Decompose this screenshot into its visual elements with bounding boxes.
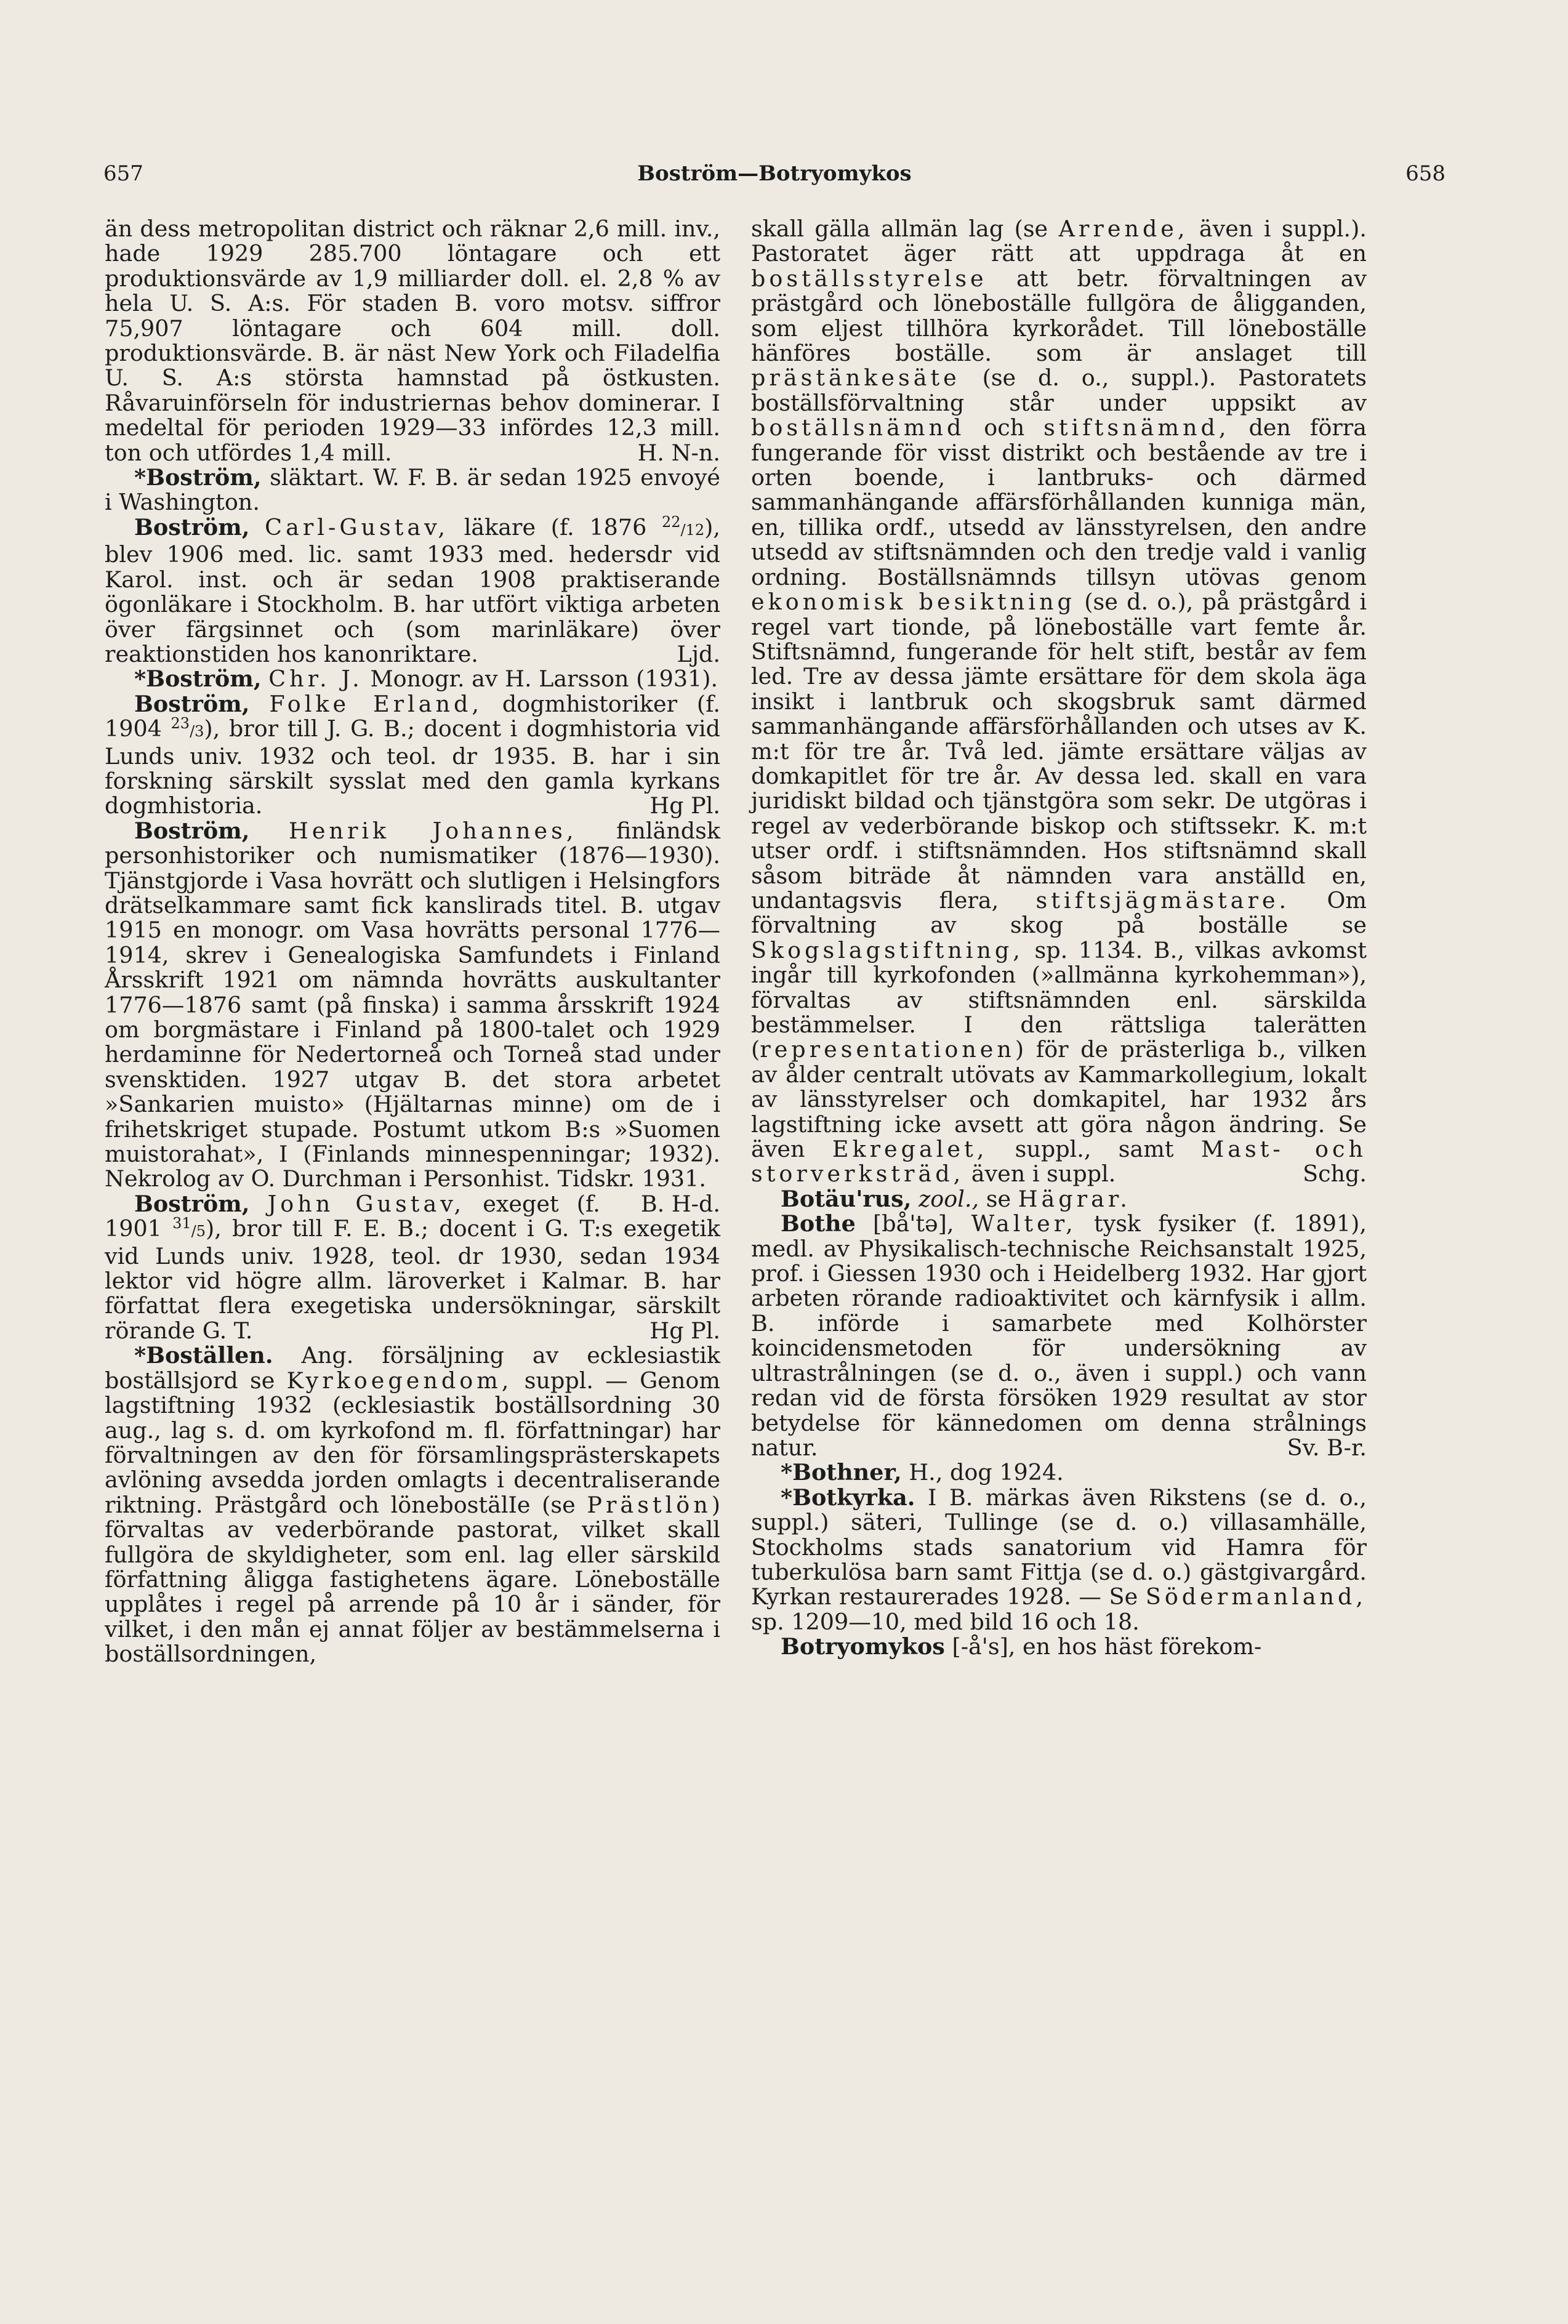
cross-reference: ekonomisk besiktning bbox=[751, 589, 1075, 616]
running-title: Boström—Botryomykos bbox=[637, 161, 912, 186]
date-superscript: 31 bbox=[172, 1215, 191, 1232]
entry-text: ) för de prästerliga b., vilken av ålder centralt utövats av Kammarkollegium, lokalt av länsstyrelser och domkapitel, har 1932 års lagstiftning icke avsett att göra någon ändring. Se även bbox=[751, 1036, 1367, 1163]
signature: H. N-n. bbox=[637, 439, 720, 466]
headword: Boström, bbox=[134, 690, 250, 717]
person-name: Henrik Johannes, bbox=[289, 817, 577, 844]
entry-text: även i suppl.). Pastoratet äger rätt att uppdraga åt en bbox=[751, 215, 1367, 267]
headword: Bothe bbox=[781, 1210, 856, 1237]
entry-text: ), bror till J. G. B.; docent i dogmhistoria vid Lunds univ. 1932 och teol. dr 1935. B. har i sin forskning särskilt sysslat med den gamla kyrkans dogmhistoria. bbox=[105, 715, 720, 819]
headword: *Bothner, bbox=[781, 1459, 902, 1486]
entry-text: I B. märkas även Rikstens (se d. o., suppl.) säteri, Tullinge (se d. o.) villasamhälle, Stockholms stads sanatorium vid Hamra för tuberkulösa barn samt Fittja (se d. o.) gästgivargård. Kyrkan restaurerades 1928. — Se bbox=[751, 1484, 1367, 1610]
column-right bbox=[751, 217, 1367, 1660]
signature: Hg Pl. bbox=[649, 792, 720, 819]
headword: Botryomykos bbox=[781, 1633, 945, 1660]
entry-text: den förra fungerande för visst distrikt och bestående av tre i orten boende, i lantbruks- och därmed sammanhängande affärsförhållanden kunniga män, en, tillika ordf., utsedd av länsstyrelsen, den andre utsedd av stiftsnämnden och den tredje vald i vanlig ordning. Boställsnämnds tillsyn utövas genom bbox=[751, 414, 1367, 590]
entry-bostrom-slaktart bbox=[105, 465, 720, 515]
cross-reference: stiftsjägmästare. bbox=[1035, 887, 1290, 914]
signature: Ljd. bbox=[677, 640, 720, 667]
date-subscript: /5 bbox=[191, 1223, 206, 1240]
entry-bostallen bbox=[105, 1343, 720, 1667]
entry-text: suppl. — Genom lagstiftning 1932 (ecklesiastik boställsordning 30 aug., lag s. d. om kyrkofond m. fl. författningar) har förvaltningen av den för församlingsprästerskapets avlöning avsedda jorden omlagts i decentraliserande riktning. Prästgård och lönebostälIe (se bbox=[105, 1367, 720, 1518]
entry-text: ) förvaltas av vederbörande pastorat, vilket skall fullgöra de skyldigheter, som enl. lag eller särskild författning åligga fastighetens ägare. Löneboställe upplåtes i regel på arrende på 10 år i sänder, för vilket, i den mån ej annat följer av bestämmelserna i boställsordningen, bbox=[105, 1491, 720, 1668]
headword: Boström, bbox=[134, 1190, 250, 1217]
signature: Sv. B-r. bbox=[1287, 1434, 1367, 1461]
person-name: John Gustav, bbox=[267, 1190, 465, 1217]
entry-text: läkare (f. 1876 bbox=[464, 513, 647, 541]
entry-bothe bbox=[751, 1212, 1367, 1460]
cross-reference: Mast- och storverksträd, bbox=[751, 1136, 1367, 1188]
headword: *Boström, bbox=[134, 464, 262, 491]
entry-botkyrka bbox=[751, 1486, 1367, 1634]
entry-bostrom-folke bbox=[105, 692, 720, 819]
date-superscript: 22 bbox=[661, 513, 681, 531]
entry-text: suppl., samt bbox=[1015, 1136, 1174, 1163]
headword: Boström, bbox=[134, 817, 250, 844]
entry-boston-continued bbox=[105, 217, 720, 465]
entry-bostrom-carl-gustav bbox=[105, 515, 720, 667]
column-left bbox=[105, 217, 720, 1667]
entry-text: sp. 1209—10, med bild 16 och 18. bbox=[751, 1608, 1140, 1635]
entry-bostallen-continued bbox=[751, 217, 1367, 1187]
entry-text: släktart. W. F. B. är sedan 1925 envoyé i Washington. bbox=[105, 464, 720, 516]
cross-reference: Prästlön bbox=[587, 1491, 712, 1518]
cross-reference: stiftsnämnd, bbox=[1043, 414, 1230, 441]
entry-text: finländsk personhistoriker och numismatiker (1876—1930). Tjänstgjorde i Vasa hovrätt och slutligen i Helsingfors drätselkammare samt fick kanslirads titel. B. utgav 1915 en monogr. om Vasa hovrätts personal 1776—1914, skrev i Genealogiska Samfundets i Finland Årsskrift 1921 om nämnda hovrätts auskultanter 1776—1876 samt (på finska) i samma årsskrift 1924 om borgmästare i Finland på 1800-talet och 1929 herdaminne för Nedertorneå och Torneå stad under svensktiden. 1927 utgav B. det stora arbetet »Sankarien muisto» (Hjältarnas minne) om de i frihetskriget stupade. Postumt utkom B:s »Suomen muistorahat», I (Finlands minnespenningar; 1932). Nekrolog av O. Durchman i Personhist. Tidskr. 1931. bbox=[105, 817, 720, 1192]
entry-text: (se d. o., suppl.). Pastoratets boställsförvaltning står under uppsikt av bbox=[751, 364, 1367, 416]
headword: *Boström, bbox=[134, 665, 262, 693]
entry-text: H., dog 1924. bbox=[909, 1459, 1064, 1486]
entry-text: (se d. o.), på prästgård i regel vart tionde, på löneboställe vart femte år. Stiftsnämnd, fungerande för helt stift, består av fem led. Tre av dessa jämte ersättare för dem skola äga insikt i lantbruk och skogsbruk samt därmed sammanhängande affärsförhållanden och utses av K. m:t för tre år. Två led. jämte ersättare väljas av domkapitlet för tre år. Av dessa led. skall en vara juridiskt bildad och tjänstgöra som sekr. De utgöras i regel av vederbörande biskop och stiftssekr. K. m:t utser ordf. i stiftsnämnden. Hos stiftsnämnd skall såsom biträde åt nämnden vara anställd en, undantagsvis flera, bbox=[751, 589, 1367, 914]
cross-reference: representationen bbox=[760, 1036, 1015, 1063]
entry-text: [-å's], en hos häst förekom- bbox=[952, 1633, 1262, 1660]
entry-text: och bbox=[984, 414, 1025, 441]
entry-text: Ang. försäljning av ecklesiastik boställsjord se bbox=[105, 1342, 720, 1394]
person-name: Carl-Gustav, bbox=[265, 513, 449, 541]
person-name: Folke Erland, bbox=[269, 690, 483, 717]
date-superscript: 23 bbox=[171, 714, 190, 732]
cross-reference: boställsstyrelse bbox=[751, 265, 987, 292]
entry-botaurus bbox=[751, 1187, 1367, 1212]
entry-text: även i suppl. bbox=[971, 1160, 1116, 1188]
entry-bothner bbox=[751, 1460, 1367, 1485]
cross-reference: boställsnämnd bbox=[751, 414, 965, 441]
person-name: Walter, bbox=[971, 1210, 1077, 1237]
signature: Hg Pl. bbox=[649, 1317, 720, 1344]
headword: Botäu'rus, bbox=[781, 1185, 912, 1212]
entry-text: sp. 1134. B., vilkas avkomst ingår till kyrkofonden (»allmänna kyrkohemman»), förvaltas av stiftsnämnden enl. särskilda bestämmelser. I den rättsliga talerätten ( bbox=[751, 936, 1367, 1063]
date-subscript: /12 bbox=[680, 521, 705, 539]
entry-text: se bbox=[986, 1185, 1011, 1212]
entry-text: ), bror till F. E. B.; docent i G. T:s exegetik vid Lunds univ. 1928, teol. dr 1930, sedan 1934 lektor vid högre allm. läroverket i Kalmar. B. har författat flera exegetiska undersökningar, särskilt rörande G. T. bbox=[105, 1215, 720, 1344]
cross-reference: Ekregalet, bbox=[832, 1136, 988, 1163]
page-header bbox=[103, 161, 1445, 198]
date-subscript: /3 bbox=[190, 723, 204, 741]
cross-reference: prästänkesäte bbox=[751, 364, 960, 392]
page-number-left: 657 bbox=[103, 161, 143, 186]
entry-text: exeget (f. 1901 bbox=[105, 1190, 600, 1242]
headword: *Boställen. bbox=[134, 1342, 273, 1369]
entry-text: än dess metropolitan district och räknar 2,6 mill. inv., hade 1929 285.700 löntagare och ett produktionsvärde av 1,9 milliarder doll. el. 2,8 % av hela U. S. A:s. För staden B. voro motsv. siffror 75,907 löntagare och 604 mill. doll. produktionsvärde. B. är näst New York och Filadelfia U. S. A:s största hamnstad på östkusten. Råvaruinförseln för industriernas behov dominerar. I medeltal för perioden 1929—33 infördes 12,3 mill. ton och utfördes 1,4 mill. bbox=[105, 215, 720, 466]
entry-botryomykos bbox=[751, 1634, 1367, 1659]
pronunciation: [bå'tə], bbox=[872, 1210, 954, 1237]
entry-text: skall gälla allmän lag (se bbox=[751, 215, 1048, 242]
cross-reference: Hägrar. bbox=[1018, 1185, 1131, 1212]
entry-text: Monogr. av H. Larsson (1931). bbox=[370, 665, 718, 693]
signature: Schg. bbox=[1303, 1160, 1367, 1188]
entry-text: ), blev 1906 med. lic. samt 1933 med. hedersdr vid Karol. inst. och är sedan 1908 praktiserande ögonläkare i Stockholm. B. har utfört viktiga arbeten över färgsinnet och (som marinläkare) över reaktionstiden hos kanonriktare. bbox=[105, 513, 720, 667]
cross-reference: Arrende, bbox=[1058, 215, 1189, 242]
field-label: zool., bbox=[919, 1185, 979, 1212]
headword: *Botkyrka. bbox=[781, 1484, 915, 1511]
headword: Boström, bbox=[134, 513, 250, 541]
cross-reference: Skogslagstiftning, bbox=[751, 936, 1024, 963]
person-name: Chr. J. bbox=[268, 665, 363, 693]
entry-text: dogmhistoriker (f. 1904 bbox=[105, 690, 720, 742]
cross-reference: Södermanland, bbox=[1145, 1583, 1367, 1610]
entry-text: tysk fysiker (f. 1891), medl. av Physikalisch-technische Reichsanstalt 1925, prof. i Giessen 1930 och i Heidelberg 1932. Har gjort arbeten rörande radioaktivitet och kärnfysik i allm. B. införde i samarbete med Kolhörster koincidensmetoden för undersökning av ultrastrålningen (se d. o., även i suppl.) och vann redan vid de första försöken 1929 resultat av stor betydelse för kännedomen om denna strålnings natur. bbox=[751, 1210, 1367, 1461]
entry-text: Om förvaltning av skog på boställe se bbox=[751, 887, 1367, 939]
page-number-right: 658 bbox=[1405, 161, 1445, 186]
signature: B. H-d. bbox=[640, 1190, 720, 1217]
cross-reference: Kyrkoegendom, bbox=[286, 1367, 513, 1394]
entry-bostrom-chr bbox=[105, 667, 720, 691]
entry-text: att betr. förvaltningen av prästgård och löneboställe fullgöra de åligganden, som eljest tillhöra kyrkorådet. Till löneboställe hänföres boställe. som är anslaget till bbox=[751, 265, 1367, 367]
